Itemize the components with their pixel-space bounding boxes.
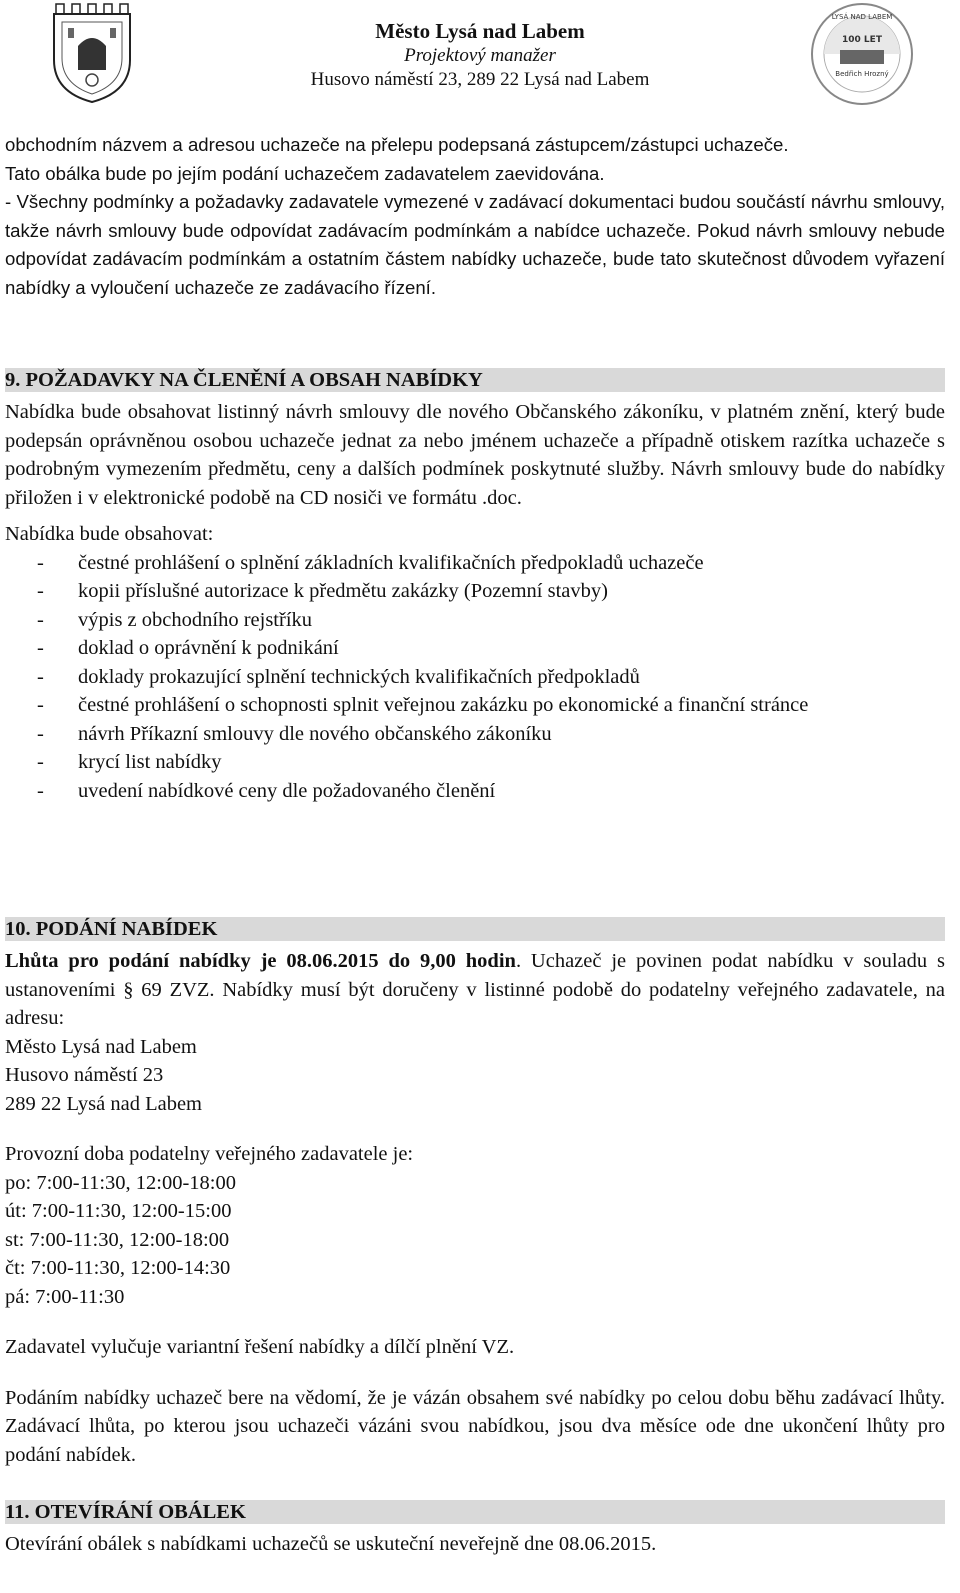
variant-paragraph: Zadavatel vylučuje variantní řešení nabídky a dílčí plnění VZ. — [5, 1336, 515, 1358]
list-dash: - — [37, 722, 44, 745]
anniversary-badge-logo — [810, 2, 914, 106]
address-line: Město Lysá nad Labem — [5, 1035, 197, 1058]
header-organization: Město Lysá nad Labem — [375, 19, 585, 43]
list-item — [5, 634, 945, 663]
list-item — [5, 606, 945, 635]
hours-line: út: 7:00-11:30, 12:00-15:00 — [5, 1200, 232, 1222]
badge-bottom-text: Bedřich Hrozný — [835, 70, 889, 78]
list-dash: - — [37, 551, 44, 574]
section-10 — [5, 917, 945, 1469]
section-9-paragraph: Nabídka bude obsahovat listinný návrh smlouvy dle nového Občanského zákoníku, v platném znění, který bude podepsán oprávněnou osobou uchazeče jednat za nebo jménem uchazeče a případně otiskem razítka uchazeče s podrobným vymezením předmětu, ceny a dalších podmínek poskytnuté služby. Návrh smlouvy bude do nabídky přiložen i v elektronické podobě na CD nosiči ve formátu .doc. — [5, 401, 945, 509]
list-item-text: doklady prokazující splnění technických kvalifikačních předpokladů — [78, 665, 640, 688]
list-dash: - — [37, 779, 44, 802]
section-11 — [5, 1500, 945, 1559]
list-dash: - — [37, 580, 44, 602]
intro-line-2: Tato obálka bude po jejím podání uchazečem zadavatelem zaevidována. — [5, 162, 605, 184]
address-line: 289 22 Lysá nad Labem — [5, 1092, 202, 1115]
list-item-text: doklad o oprávnění k podnikání — [78, 637, 339, 659]
hours-intro: Provozní doba podatelny veřejného zadavatele je: — [5, 1143, 414, 1165]
list-item-text: čestné prohlášení o schopnosti splnit veřejnou zakázku po ekonomické a finanční stránce — [78, 694, 809, 716]
list-item — [5, 577, 945, 606]
header-text — [236, 18, 724, 92]
list-item-text: výpis z obchodního rejstříku — [78, 608, 313, 631]
list-item — [5, 777, 945, 806]
hours-line: po: 7:00-11:30, 12:00-18:00 — [5, 1171, 236, 1194]
hours-line: pá: 7:00-11:30 — [5, 1285, 125, 1308]
section-9-list-intro: Nabídka bude obsahovat: — [5, 523, 214, 545]
list-dash: - — [37, 694, 44, 716]
list-item-text: návrh Příkazní smlouvy dle nového občanského zákoníku — [78, 722, 552, 745]
list-dash: - — [37, 665, 44, 688]
town-crest-logo — [48, 0, 136, 104]
hours-line: st: 7:00-11:30, 12:00-18:00 — [5, 1228, 230, 1251]
badge-top-text: LYSÁ NAD LABEM — [831, 13, 893, 21]
badge-mid-text: 100 LET — [842, 35, 882, 45]
required-documents-list — [5, 549, 945, 806]
section-9 — [5, 368, 945, 805]
intro-paragraph: - Všechny podmínky a požadavky zadavatele vymezené v zadávací dokumentaci budou součástí návrhu smlouvy, takže návrh smlouvy bude odpovídat zadávacím podmínkám a nabídce uchazeče. Pokud návrh smlouvy nebude odpovídat zadávacím podmínkám a ostatním částem nabídky uchazeče, bude tato skutečnost důvodem vyřazení nabídky a vyloučení uchazeče ze zadávacího řízení. — [5, 191, 945, 298]
intro-line-1: obchodním názvem a adresou uchazeče na přelepu podepsaná zástupcem/zástupci uchazeče. — [5, 134, 789, 155]
deadline-paragraph — [5, 947, 945, 1033]
list-item-text: krycí list nabídky — [78, 751, 222, 773]
list-item — [5, 549, 945, 578]
header-role: Projektový manažer — [404, 45, 556, 66]
list-item — [5, 720, 945, 749]
header-address: Husovo náměstí 23, 289 22 Lysá nad Labem — [310, 69, 650, 90]
deadline-rest: . Uchazeč je povinen podat nabídku v souladu s ustanoveními § 69 ZVZ. Nabídky musí být doručeny v listinné podobě do podatelny veřejného zadavatele, na adresu: — [5, 950, 945, 1029]
deadline-bold: Lhůta pro podání nabídky je 08.06.2015 do 9,00 hodin — [5, 950, 516, 972]
list-item-text: uvedení nabídkové ceny dle požadovaného členění — [78, 779, 496, 802]
list-dash: - — [37, 751, 44, 773]
hours-line: čt: 7:00-11:30, 12:00-14:30 — [5, 1257, 231, 1279]
list-item — [5, 691, 945, 720]
section-9-title: 9. POŽADAVKY NA ČLENĚNÍ A OBSAH NABÍDKY — [5, 368, 945, 392]
list-dash: - — [37, 608, 44, 631]
list-item — [5, 663, 945, 692]
address-line: Husovo náměstí 23 — [5, 1064, 164, 1086]
page-header — [0, 0, 960, 112]
section-11-title: 11. OTEVÍRÁNÍ OBÁLEK — [5, 1500, 945, 1524]
binding-paragraph: Podáním nabídky uchazeč bere na vědomí, že je vázán obsahem své nabídky po celou dobu běhu zadávací lhůty. Zadávací lhůta, po kterou jsou uchazeči vázáni svou nabídkou, jsou dva měsíce ode dne ukončení lhůty pro podání nabídek. — [5, 1386, 945, 1466]
list-item-text: kopii příslušné autorizace k předmětu zakázky (Pozemní stavby) — [78, 580, 608, 602]
intro-block — [5, 131, 945, 302]
section-10-title: 10. PODÁNÍ NABÍDEK — [5, 917, 945, 941]
list-item — [5, 748, 945, 777]
list-dash: - — [37, 637, 44, 659]
section-11-text: Otevírání obálek s nabídkami uchazečů se uskuteční neveřejně dne 08.06.2015. — [5, 1533, 657, 1555]
list-item-text: čestné prohlášení o splnění základních kvalifikačních předpokladů uchazeče — [78, 551, 704, 574]
